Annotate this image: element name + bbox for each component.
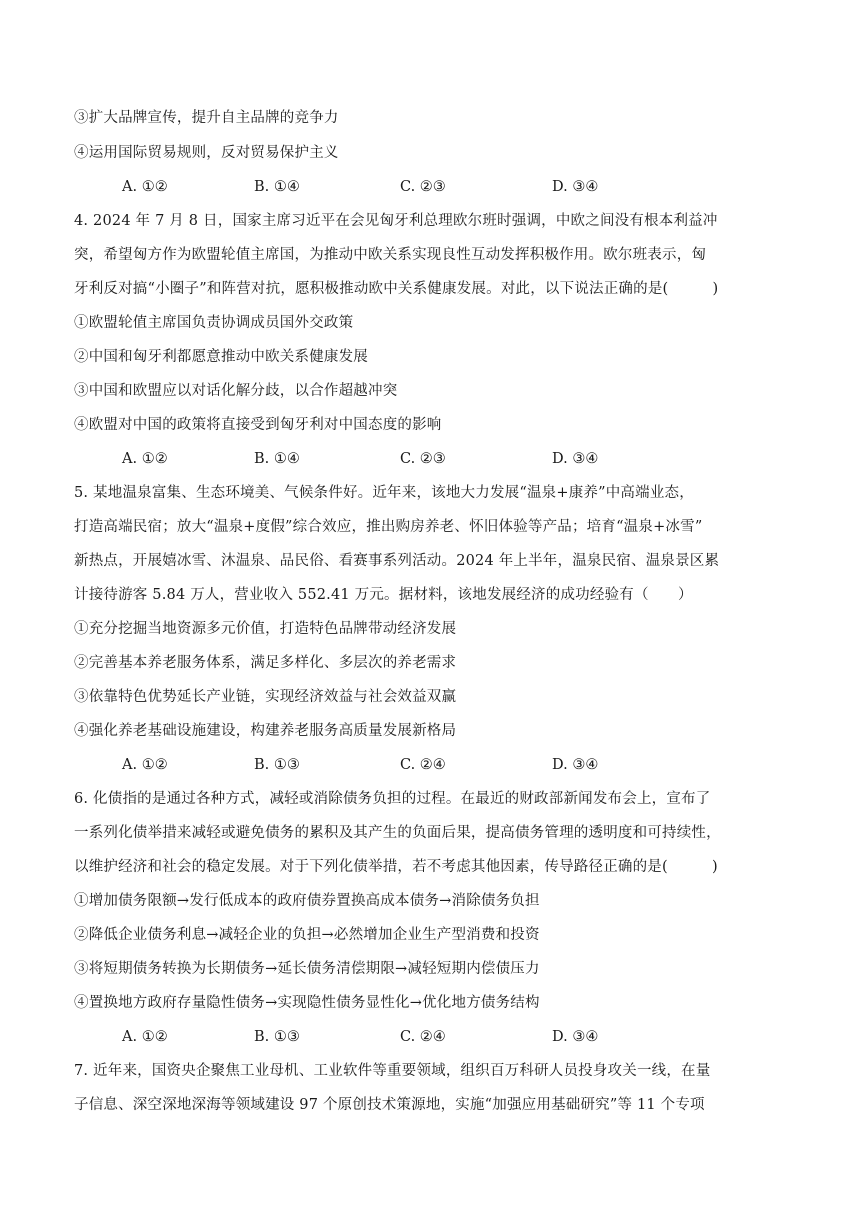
question-5-stem: 5. 某地温泉富集、生态环境美、气候条件好。近年来，该地大力发展“温泉+康养”中高端业态， [74, 485, 694, 501]
statement: ④置换地方政府存量隐性债务→实现隐性债务显性化→优化地方债务结构 [74, 995, 540, 1011]
question-4-stem: 4. 2024 年 7 月 8 日，国家主席习近平在会见匈牙利总理欧尔班时强调，中欧之间没有根本利益冲 [74, 213, 718, 229]
option-b: B. ①④ [254, 451, 300, 467]
question-5-stem: 打造高端民宿；放大“温泉+度假”综合效应，推出购房养老、怀旧体验等产品；培育“温泉+冰雪” [74, 519, 703, 535]
question-5-stem: 新热点，开展嬉冰雪、沐温泉、品民俗、看赛事系列活动。2024 年上半年，温泉民宿、温泉景区累 [74, 553, 720, 569]
question-6-stem: 6. 化债指的是通过各种方式，减轻或消除债务负担的过程。在最近的财政部新闻发布会上，宣布了 [74, 791, 711, 807]
statement: ①充分挖掘当地资源多元价值，打造特色品牌带动经济发展 [74, 621, 457, 637]
statement: ③依靠特色优势延长产业链，实现经济效益与社会效益双赢 [74, 689, 457, 705]
statement: ③扩大品牌宣传，提升自主品牌的竞争力 [74, 110, 339, 126]
option-d: D. ③④ [552, 451, 599, 467]
question-7-stem: 子信息、深空深地深海等领域建设 97 个原创技术策源地，实施“加强应用基础研究”等 11 个专项 [74, 1097, 705, 1113]
question-6-stem: 一系列化债举措来减轻或避免债务的累积及其产生的负面后果，提高债务管理的透明度和可持续性， [74, 825, 721, 841]
question-4-stem: 突，希望匈方作为欧盟轮值主席国，为推动中欧关系实现良性互动发挥积极作用。欧尔班表示，匈 [74, 247, 707, 263]
option-a: A. ①② [122, 1029, 168, 1045]
question-4-stem: 牙利反对搞“小圈子”和阵营对抗，愿积极推动欧中关系健康发展。对此，以下说法正确的是( ) [74, 281, 719, 297]
statement: ③将短期债务转换为长期债务→延长债务清偿期限→减轻短期内偿债压力 [74, 961, 540, 977]
statement: ③中国和欧盟应以对话化解分歧，以合作超越冲突 [74, 383, 398, 399]
statement: ②完善基本养老服务体系，满足多样化、多层次的养老需求 [74, 655, 457, 671]
option-a: A. ①② [122, 451, 168, 467]
option-d: D. ③④ [552, 1029, 599, 1045]
statement: ④运用国际贸易规则，反对贸易保护主义 [74, 145, 339, 161]
statement: ④欧盟对中国的政策将直接受到匈牙利对中国态度的影响 [74, 417, 442, 433]
statement: ②降低企业债务利息→减轻企业的负担→必然增加企业生产型消费和投资 [74, 927, 540, 943]
question-5-stem: 计接待游客 5.84 万人，营业收入 552.41 万元。据材料，该地发展经济的成功经验有（ ） [74, 587, 693, 603]
statement: ④强化养老基础设施建设，构建养老服务高质量发展新格局 [74, 723, 457, 739]
question-6-stem: 以维护经济和社会的稳定发展。对于下列化债举措，若不考虑其他因素，传导路径正确的是( ) [74, 859, 718, 875]
statement: ②中国和匈牙利都愿意推动中欧关系健康发展 [74, 349, 368, 365]
option-b: B. ①③ [254, 757, 300, 773]
option-c: C. ②④ [400, 757, 446, 773]
option-d: D. ③④ [552, 179, 599, 195]
statement: ①欧盟轮值主席国负责协调成员国外交政策 [74, 315, 354, 331]
option-c: C. ②④ [400, 1029, 446, 1045]
option-c: C. ②③ [400, 451, 446, 467]
option-c: C. ②③ [400, 179, 446, 195]
option-a: A. ①② [122, 179, 168, 195]
option-b: B. ①③ [254, 1029, 300, 1045]
answer-options [74, 755, 774, 775]
statement: ①增加债务限额→发行低成本的政府债券置换高成本债务→消除债务负担 [74, 893, 540, 909]
option-d: D. ③④ [552, 757, 599, 773]
question-7-stem: 7. 近年来，国资央企聚焦工业母机、工业软件等重要领域，组织百万科研人员投身攻关一线，在量 [74, 1063, 711, 1079]
answer-options [74, 1027, 774, 1047]
option-a: A. ①② [122, 757, 168, 773]
option-b: B. ①④ [254, 179, 300, 195]
answer-options [74, 177, 774, 197]
answer-options [74, 449, 774, 469]
